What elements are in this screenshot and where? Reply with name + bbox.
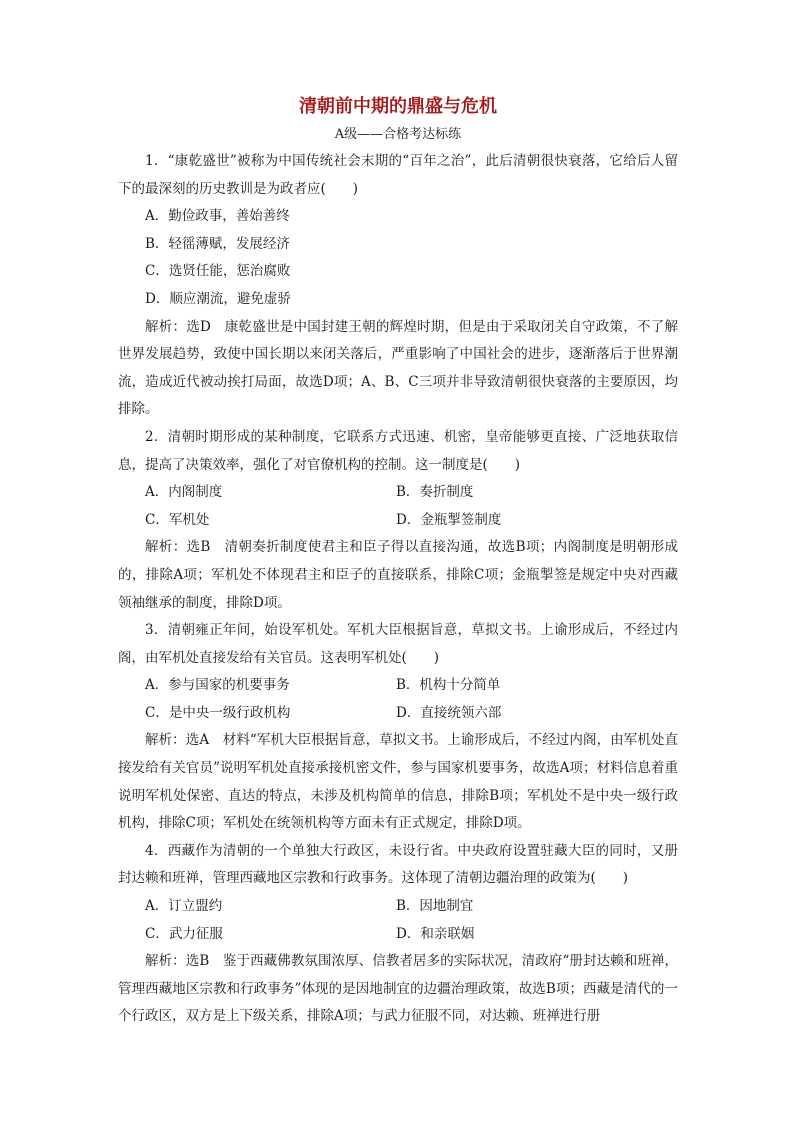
question-2-option-a: A．内阁制度 — [145, 484, 223, 501]
question-3-option-b: B．机构十分简单 — [396, 677, 501, 694]
question-4-options-row-1 — [118, 893, 678, 921]
question-3-options-row-1 — [118, 672, 678, 700]
page-title: 清朝前中期的鼎盛与危机 — [299, 96, 497, 117]
question-4-option-a: A．订立盟约 — [145, 898, 223, 915]
question-3-stem: 3．清朝雍正年间，始设军机处。军机大臣根据旨意，草拟文书。上谕形成后，不经过内阁，由军机处直接发给有关官员。这表明军机处( ) — [118, 622, 678, 666]
question-3-analysis: 解析：选A 材料“军机大臣根据旨意，草拟文书。上谕形成后，不经过内阁，由军机处直接发给有关官员”说明军机处直接承接机密文件，参与国家机要事务，故选A项；材料信息着重说明军机处保密、直达的特点，未涉及机构简单的信息，排除B项；军机处不是中央一级行政机构，排除C项；军机处在统领机构等方面未有正式规定，排除D项。 — [118, 732, 678, 832]
question-2-options-row-1 — [118, 479, 678, 507]
question-1-option-a: A．勤俭政事，善始善终 — [145, 208, 290, 225]
question-2-option-b: B．奏折制度 — [396, 484, 474, 501]
question-2-stem: 2．清朝时期形成的某种制度，它联系方式迅速、机密，皇帝能够更直接、广泛地获取信息，提高了决策效率，强化了对官僚机构的控制。这一制度是( ) — [118, 428, 678, 473]
question-3-option-d: D．直接统领六部 — [396, 704, 502, 721]
question-3-option-a: A．参与国家的机要事务 — [145, 677, 290, 694]
document-page — [118, 94, 678, 1031]
question-3-option-c: C．是中央一级行政机构 — [145, 704, 291, 721]
question-4-option-d: D．和亲联姻 — [396, 925, 475, 942]
question-1-option-c: C．选贤任能，惩治腐败 — [145, 263, 291, 280]
question-4-stem: 4．西藏作为清朝的一个单独大行政区，未设行省。中央政府设置驻藏大臣的同时，又册封达赖和班禅，管理西藏地区宗教和行政事务。这体现了清朝边疆治理的政策为( ) — [118, 842, 678, 887]
question-4-options-row-2 — [118, 921, 678, 949]
section-subtitle: A级——合格考达标练 — [334, 127, 462, 142]
question-4-analysis: 解析：选B 鉴于西藏佛教氛围浓厚、信教者居多的实际状况，清政府“册封达赖和班禅，管理西藏地区宗教和行政事务”体现的是因地制宜的边疆治理政策，故选B项；西藏是清代的一个行政区，双方是上下级关系，排除A项；与武力征服不同，对达赖、班禅进行册 — [118, 953, 678, 1025]
question-1-analysis: 解析：选D 康乾盛世是中国封建王朝的辉煌时期，但是由于采取闭关自守政策，不了解世界发展趋势，致使中国长期以来闭关落后，严重影响了中国社会的进步，逐渐落后于世界潮流，造成近代被动挨打局面，故选D项；A、B、C三项并非导致清朝很快衰落的主要原因，均排除。 — [118, 318, 678, 418]
question-4-option-c: C．武力征服 — [145, 925, 223, 942]
question-1-option-b: B．轻徭薄赋，发展经济 — [145, 235, 290, 252]
question-2-options-row-2 — [118, 507, 678, 535]
question-1-option-d: D．顺应潮流，避免虚骄 — [145, 290, 291, 307]
question-2-analysis: 解析：选B 清朝奏折制度使君主和臣子得以直接沟通，故选B项；内阁制度是明朝形成的，排除A项；军机处不体现君主和臣子的直接联系，排除C项；金瓶掣签是规定中央对西藏领袖继承的制度，排除D项。 — [118, 539, 678, 611]
question-4-option-b: B．因地制宜 — [396, 898, 474, 915]
question-1-stem: 1．“康乾盛世”被称为中国传统社会末期的“百年之治”，此后清朝很快衰落，它给后人留下的最深刻的历史教训是为政者应( ) — [118, 153, 678, 197]
question-2-option-c: C．军机处 — [145, 511, 210, 528]
question-2-option-d: D．金瓶掣签制度 — [396, 511, 502, 528]
question-3-options-row-2 — [118, 700, 678, 728]
